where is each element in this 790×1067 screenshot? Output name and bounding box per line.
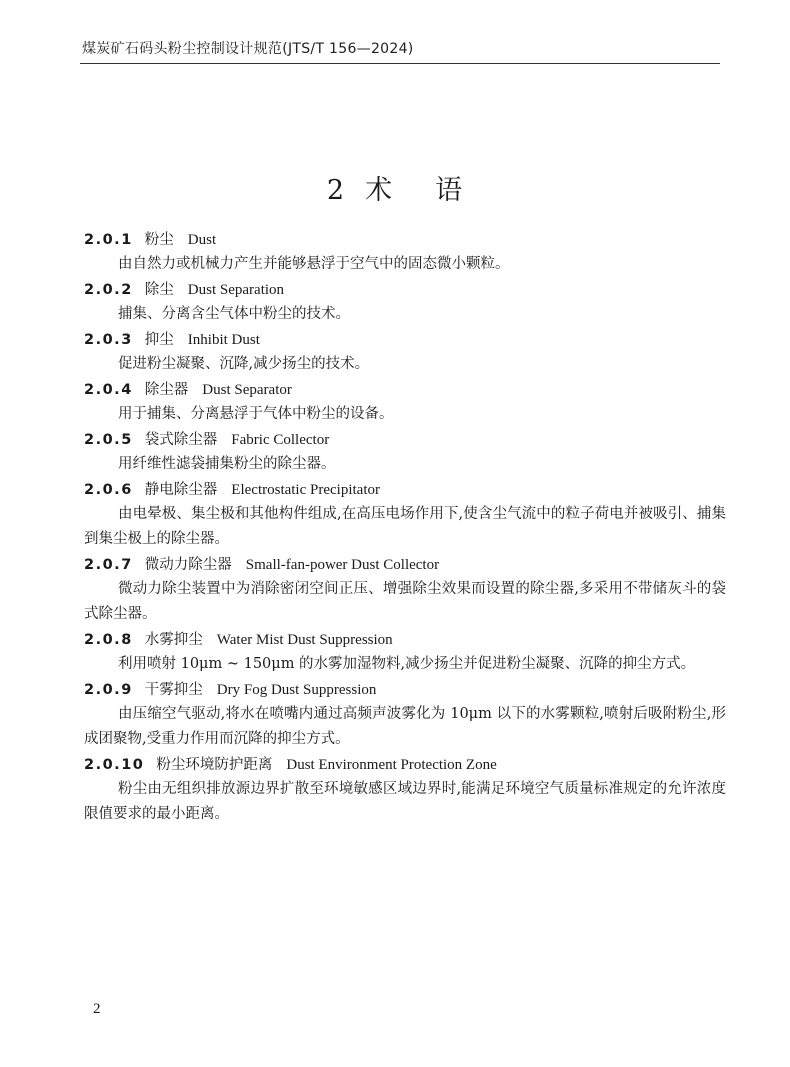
- term-entry: [84, 328, 726, 377]
- term-definition: 微动力除尘装置中为消除密闭空间正压、增强除尘效果而设置的除尘器,多采用不带储灰斗的袋式除尘器。: [84, 581, 726, 622]
- term-number: 2.0.10: [84, 757, 145, 773]
- term-entry: [84, 428, 726, 477]
- term-chinese: 除尘器: [144, 382, 189, 398]
- term-chinese: 粉尘: [144, 232, 174, 248]
- term-chinese: 微动力除尘器: [144, 557, 232, 573]
- term-number: 2.0.5: [84, 432, 133, 448]
- term-english: Inhibit Dust: [187, 332, 260, 348]
- term-number: 2.0.2: [84, 282, 133, 298]
- term-entry: [84, 478, 726, 552]
- term-number: 2.0.3: [84, 332, 133, 348]
- term-chinese: 水雾抑尘: [144, 632, 203, 648]
- chapter-title-part2: 语: [435, 175, 464, 206]
- running-header: 煤炭矿石码头粉尘控制设计规范(JTS/T 156—2024): [82, 41, 414, 57]
- term-english: Electrostatic Precipitator: [231, 482, 380, 498]
- term-entry: [84, 553, 726, 627]
- term-entry: [84, 628, 726, 677]
- term-definition: 由压缩空气驱动,将水在喷嘴内通过高频声波雾化为 10μm 以下的水雾颗粒,喷射后吸附粉尘,形成团聚物,受重力作用而沉降的抑尘方式。: [84, 706, 726, 747]
- term-definition: 捕集、分离含尘气体中粉尘的技术。: [118, 306, 350, 322]
- chapter-number: 2: [326, 175, 346, 206]
- term-chinese: 抑尘: [144, 332, 174, 348]
- term-chinese: 除尘: [144, 282, 174, 298]
- term-entry: [84, 378, 726, 427]
- terms-list: [84, 228, 726, 828]
- term-definition: 由电晕极、集尘极和其他构件组成,在高压电场作用下,使含尘气流中的粒子荷电并被吸引、捕集到集尘极上的除尘器。: [84, 506, 726, 547]
- term-entry: [84, 753, 726, 827]
- term-number: 2.0.8: [84, 632, 133, 648]
- term-definition: 由自然力或机械力产生并能够悬浮于空气中的固态微小颗粒。: [118, 256, 510, 272]
- term-english: Fabric Collector: [231, 432, 330, 448]
- term-definition: 用纤维性滤袋捕集粉尘的除尘器。: [118, 456, 336, 472]
- term-number: 2.0.9: [84, 682, 133, 698]
- term-chinese: 粉尘环境防护距离: [156, 757, 273, 773]
- term-number: 2.0.7: [84, 557, 133, 573]
- term-definition: 利用喷射 10μm ~ 150μm 的水雾加湿物料,减少扬尘并促进粉尘凝聚、沉降的抑尘方式。: [118, 656, 696, 672]
- chapter-title-part1: 术: [365, 175, 394, 206]
- term-english: Dry Fog Dust Suppression: [216, 682, 377, 698]
- page-number: 2: [93, 1001, 101, 1017]
- term-english: Dust Separator: [202, 382, 292, 398]
- term-number: 2.0.1: [84, 232, 133, 248]
- term-definition: 粉尘由无组织排放源边界扩散至环境敏感区域边界时,能满足环境空气质量标准规定的允许浓度限值要求的最小距离。: [84, 781, 726, 822]
- term-english: Water Mist Dust Suppression: [216, 632, 393, 648]
- term-english: Dust Separation: [187, 282, 285, 298]
- term-entry: [84, 228, 726, 277]
- term-number: 2.0.6: [84, 482, 133, 498]
- term-english: Dust Environment Protection Zone: [286, 757, 497, 773]
- term-chinese: 干雾抑尘: [144, 682, 203, 698]
- term-definition: 用于捕集、分离悬浮于气体中粉尘的设备。: [118, 406, 394, 422]
- term-entry: [84, 278, 726, 327]
- chapter-title: [0, 168, 790, 207]
- term-definition: 促进粉尘凝聚、沉降,减少扬尘的技术。: [118, 356, 370, 372]
- term-english: Dust: [187, 232, 217, 248]
- header-divider: [80, 63, 720, 64]
- term-number: 2.0.4: [84, 382, 133, 398]
- term-chinese: 静电除尘器: [144, 482, 218, 498]
- term-chinese: 袋式除尘器: [144, 432, 218, 448]
- term-english: Small-fan-power Dust Collector: [245, 557, 440, 573]
- term-entry: [84, 678, 726, 752]
